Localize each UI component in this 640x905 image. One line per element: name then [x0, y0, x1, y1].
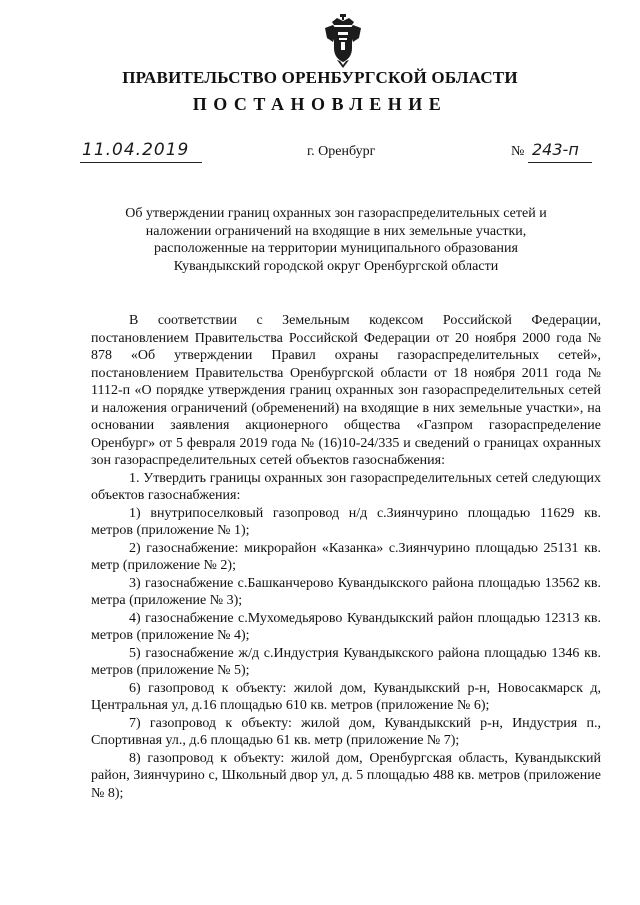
list-item: 2) газоснабжение: микрорайон «Казанка» с.Зиянчурино площадью 25131 кв. метр (приложение № 2);: [91, 540, 601, 573]
document-subject: [86, 205, 586, 275]
preamble-paragraph: В соответствии с Земельным кодексом Российской Федерации, постановлением Правительства Российской Федерации от 20 ноября 2000 года № 878 «Об утверждении Правил охраны газораспределительных сетей», постановлением Правительства Оренбургской области от 18 ноября 2011 года № 1112-п «О порядке утверждения границ охранных зон газораспределительных сетей и наложения ограничений (обременений) на входящие в них земельные участки», на основании заявления акционерного общества «Газпром газораспределение Оренбург» от 5 февраля 2019 года № (16)10-24/335 и сведений о границах охранных зон газораспределительных сетей объектов газоснабжения:: [91, 313, 601, 468]
organization-name: ПРАВИТЕЛЬСТВО ОРЕНБУРГСКОЙ ОБЛАСТИ: [122, 68, 518, 87]
subject-line: Об утверждении границ охранных зон газораспределительных сетей и: [125, 206, 547, 221]
subject-line: наложении ограничений на входящие в них земельные участки,: [145, 223, 527, 239]
coat-of-arms-icon: [323, 14, 363, 68]
document-body: [91, 312, 601, 802]
document-number: 243-п: [532, 140, 579, 159]
list-item: 7) газопровод к объекту: жилой дом, Кувандыкский р-н, Индустрия п., Спортивная ул., д.6 площадью 61 кв. метр (приложение № 7);: [91, 715, 601, 748]
number-label: №: [511, 144, 525, 159]
date-underline: [80, 162, 202, 163]
list-item: 3) газоснабжение с.Башканчерово Кувандыкского района площадью 13562 кв. метра (приложение № 3);: [91, 575, 601, 608]
subject-line: расположенные на территории муниципального образования: [154, 241, 518, 256]
subject-line: Кувандыкский городской округ Оренбургской области: [173, 258, 499, 274]
list-item: 1) внутрипоселковый газопровод н/д с.Зиянчурино площадью 11629 кв. метров (приложение № 1);: [91, 505, 601, 538]
list-item: 4) газоснабжение с.Мухомедьярово Кувандыкский район площадью 12313 кв. метров (приложение № 4);: [91, 610, 601, 643]
list-item: 5) газоснабжение ж/д с.Индустрия Кувандыкского района площадью 1346 кв. метров (приложение № 5);: [91, 645, 601, 678]
document-date: 11.04.2019: [82, 140, 190, 160]
number-underline: [528, 162, 592, 163]
list-item: 6) газопровод к объекту: жилой дом, Кувандыкский р-н, Новосакмарск д, Центральная ул, д.16 площадью 610 кв. метров (приложение № 6);: [91, 680, 601, 713]
document-type: ПОСТАНОВЛЕНИЕ: [192, 94, 448, 114]
list-item: 8) газопровод к объекту: жилой дом, Оренбургская область, Кувандыкский район, Зиянчурино с, Школьный двор ул, д. 5 площадью 488 кв. метров (приложение № 8);: [91, 750, 601, 801]
document-city: г. Оренбург: [307, 144, 376, 159]
clause-paragraph: 1. Утвердить границы охранных зон газораспределительных сетей следующих объектов газоснабжения:: [91, 470, 601, 503]
